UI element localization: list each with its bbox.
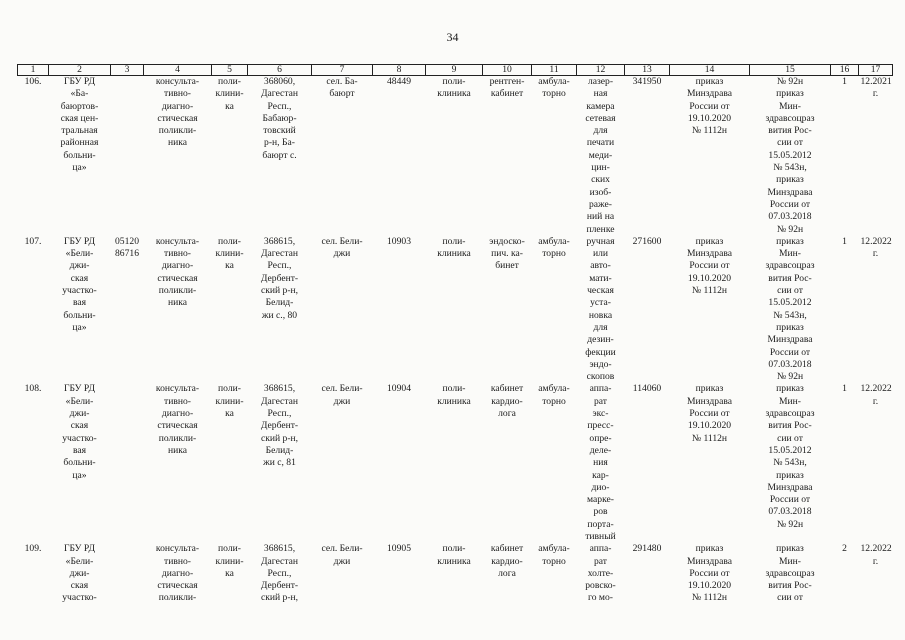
date-cell: 12.2022 г. — [860, 235, 892, 260]
settlement-cell: сел. Бели- джи — [321, 543, 363, 567]
col-header: 6 — [248, 65, 312, 76]
subdivision-cell: консульта- тивно- диагно- стическая поликли- ника — [155, 235, 200, 309]
address-cell: 368615, Дагестан Респ., Дербент- ский р-н, — [260, 543, 299, 604]
unit-cell: поли- клиника — [437, 76, 471, 100]
room-cell: рентген- кабинет — [489, 76, 525, 100]
type-cell: поли- клини- ка — [215, 235, 244, 272]
col-header: 13 — [625, 65, 670, 76]
code-cell — [111, 543, 144, 604]
order-cell: приказ Минздрава России от 19.10.2020 № 1112н — [686, 543, 732, 604]
number-cell: 10904 — [387, 383, 411, 395]
col-header: 7 — [312, 65, 373, 76]
quantity-cell: 1 — [842, 383, 847, 395]
organization-cell: ГБУ РД «Бели- джи- ская участко- вая больни- ца» — [62, 383, 97, 481]
date-cell: 12.2022 г. — [860, 383, 892, 407]
date-cell: 12.2021 г. — [860, 76, 892, 100]
equipment-cell: ручная или авто- мати- ческая уста- новка для дезин- фекции эндо- скопов — [585, 235, 616, 383]
settlement-cell: сел. Бели- джи — [321, 383, 363, 407]
col-header: 4 — [144, 65, 212, 76]
amount-cell: 291480 — [632, 543, 662, 555]
care-cell: амбула- торно — [538, 383, 570, 407]
order-cell: приказ Минздрава России от 19.10.2020 № 1112н — [686, 76, 732, 137]
table-row — [18, 383, 893, 543]
amount-cell: 271600 — [632, 235, 662, 247]
col-header: 2 — [49, 65, 111, 76]
equipment-cell: аппа- рат холте- ровско- го мо- — [585, 543, 616, 604]
equipment-cell: аппа- рат экс- пресс- опре- деле- ния кар- дио- марке- ров порта- тивный — [585, 383, 616, 542]
col-header: 3 — [111, 65, 144, 76]
row-number: 109. — [24, 543, 42, 555]
page-number: 34 — [446, 30, 459, 44]
address-cell: 368615, Дагестан Респ., Дербент- ский р-н, Белид- жи с., 80 — [260, 235, 299, 321]
col-header: 11 — [532, 65, 577, 76]
basis-cell: приказ Мин- здравсоцраз вития Рос- сии от 15.05.2012 № 543н, приказ Минздрава России от 07.03.2018 № 92н — [765, 235, 815, 383]
order-cell: приказ Минздрава России от 19.10.2020 № 1112н — [686, 235, 732, 297]
subdivision-cell: консульта- тивно- диагно- стическая поликли- ника — [155, 383, 200, 456]
number-cell: 10903 — [387, 235, 411, 247]
code-cell: 05120 86716 — [115, 235, 139, 260]
col-header: 14 — [670, 65, 750, 76]
settlement-cell: сел. Бели- джи — [321, 235, 363, 260]
care-cell: амбула- торно — [538, 76, 570, 100]
unit-cell: поли- клиника — [437, 543, 471, 567]
organization-cell: ГБУ РД «Бели- джи- ская участко- — [62, 543, 97, 604]
settlement-cell: сел. Ба- баюрт — [326, 76, 358, 100]
room-cell: эндоско- пич. ка- бинет — [489, 235, 525, 272]
code-cell — [111, 76, 144, 236]
basis-cell: № 92н приказ Мин- здравсоцраз вития Рос- сии от 15.05.2012 № 543н, приказ Минздрава России от 07.03.2018 № 92н — [765, 76, 815, 235]
table-row — [18, 76, 893, 236]
unit-cell: поли- клиника — [437, 383, 471, 407]
col-header: 10 — [483, 65, 532, 76]
col-header: 17 — [859, 65, 893, 76]
amount-cell: 114060 — [632, 383, 662, 395]
organization-cell: ГБУ РД «Бели- джи- ская участко- вая больни- ца» — [62, 235, 97, 333]
unit-cell: поли- клиника — [437, 235, 471, 260]
care-cell: амбула- торно — [538, 235, 570, 260]
address-cell: 368060, Дагестан Респ., Бабаюр- товский р-н, Ба- баюрт с. — [260, 76, 299, 161]
equipment-cell: лазер- ная камера сетевая для печати меди- цин- ских изоб- раже- ний на пленке — [585, 76, 616, 235]
row-number: 106. — [24, 76, 42, 87]
date-cell: 12.2022 г. — [860, 543, 892, 567]
col-header: 16 — [831, 65, 859, 76]
number-cell: 48449 — [387, 76, 411, 87]
order-cell: приказ Минздрава России от 19.10.2020 № 1112н — [686, 383, 732, 444]
quantity-cell: 1 — [842, 235, 847, 247]
table-row — [18, 236, 893, 384]
address-cell: 368615, Дагестан Респ., Дербент- ский р-н, Белид- жи с, 81 — [260, 383, 299, 469]
code-cell — [111, 383, 144, 543]
col-header: 1 — [18, 65, 49, 76]
subdivision-cell: консульта- тивно- диагно- стическая поликли- — [155, 543, 200, 604]
subdivision-cell: консульта- тивно- диагно- стическая поликли- ника — [155, 76, 200, 149]
equipment-register-table — [17, 64, 893, 605]
row-number: 108. — [24, 383, 42, 395]
type-cell: поли- клини- ка — [215, 76, 244, 112]
row-number: 107. — [24, 235, 42, 247]
type-cell: поли- клини- ка — [215, 543, 244, 579]
table-row — [18, 543, 893, 604]
col-header: 15 — [750, 65, 831, 76]
organization-cell: ГБУ РД «Ба- баюртов- ская цен- тральная районная больни- ца» — [60, 76, 99, 174]
room-cell: кабинет кардио- лога — [490, 383, 524, 420]
col-header: 12 — [577, 65, 625, 76]
col-header: 8 — [373, 65, 426, 76]
column-number-header — [18, 65, 893, 76]
care-cell: амбула- торно — [538, 543, 570, 567]
type-cell: поли- клини- ка — [215, 383, 244, 420]
quantity-cell: 2 — [842, 543, 847, 555]
basis-cell: приказ Мин- здравсоцраз вития Рос- сии от — [765, 543, 815, 604]
room-cell: кабинет кардио- лога — [490, 543, 524, 579]
basis-cell: приказ Мин- здравсоцраз вития Рос- сии от 15.05.2012 № 543н, приказ Минздрава России от 07.03.2018 № 92н — [765, 383, 815, 530]
amount-cell: 341950 — [632, 76, 662, 87]
quantity-cell: 1 — [842, 76, 847, 87]
number-cell: 10905 — [387, 543, 411, 555]
col-header: 5 — [212, 65, 248, 76]
col-header: 9 — [426, 65, 483, 76]
